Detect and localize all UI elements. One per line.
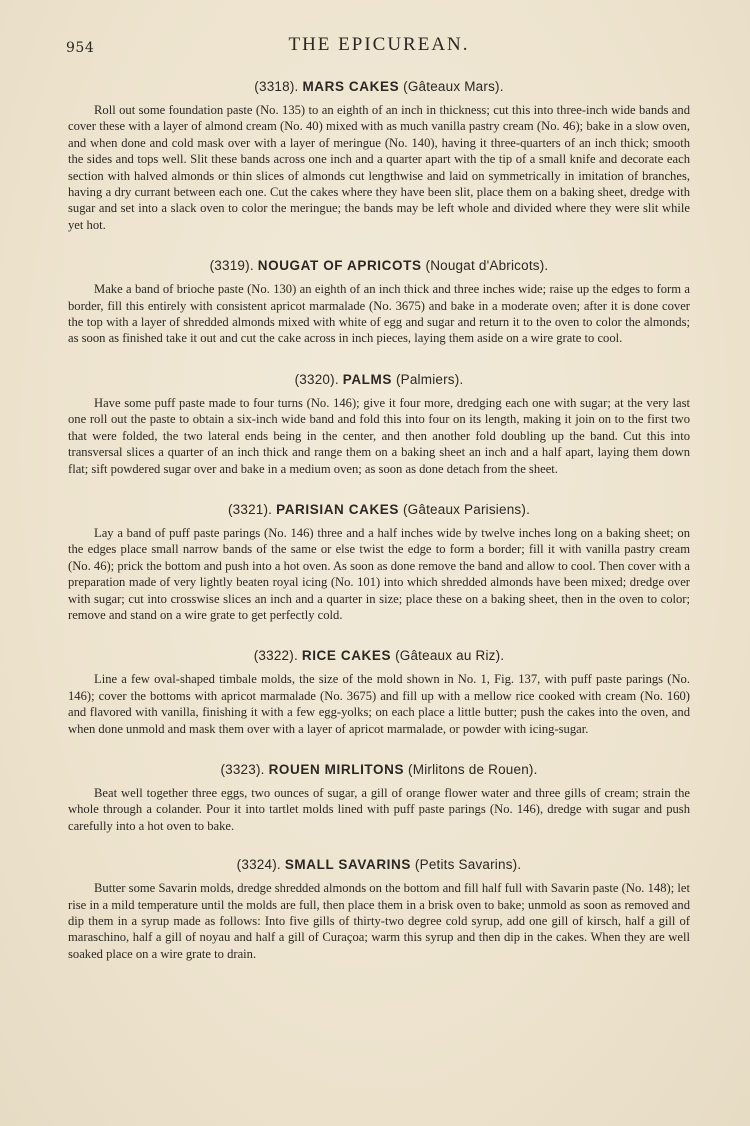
- recipe-3318: [68, 78, 690, 233]
- recipe-3324: [68, 856, 690, 962]
- recipe-number: (3319).: [209, 258, 254, 274]
- recipe-name: NOUGAT OF APRICOTS: [257, 258, 422, 274]
- recipe-title: [68, 371, 690, 389]
- recipe-title: [68, 647, 690, 665]
- recipe-text: Lay a band of puff paste parings (No. 146) three and a half inches wide by twelve inches long on a baking sheet; on the edges place small narrow bands of the same or else twist the edge to form a border; fill it with vanilla pastry cream (No. 46); prick the bottom and push into a hot oven. As soon as done remove the band and allow to cool. Then cover with a preparation made of very lightly beaten royal icing (No. 101) into which shredded almonds have been mixed; dredge over with sugar; cut into crosswise slices an inch and a quarter in size; place these on a baking sheet, then in the oven to color; remove and stand on a wire grate to get perfectly cold.: [68, 525, 690, 622]
- recipe-french-name: (Gâteaux Mars).: [403, 79, 504, 94]
- recipe-number: (3318).: [254, 79, 299, 94]
- recipe-text: Beat well together three eggs, two ounces of sugar, a gill of orange flower water and three gills of cream; strain the whole through a colander. Pour it into tartlet molds lined with puff paste parings (No. 146), dredge with sugar and push carefully into a hot oven to bake.: [68, 785, 690, 833]
- recipe-number: (3324).: [236, 857, 281, 873]
- recipe-number: (3321).: [227, 501, 273, 517]
- recipe-title: [68, 856, 690, 874]
- recipe-number: (3320).: [294, 371, 339, 387]
- recipe-title: [68, 257, 690, 275]
- recipe-3319: [68, 257, 690, 347]
- running-title: THE EPICUREAN.: [288, 34, 470, 55]
- page-number: 954: [66, 40, 95, 56]
- recipe-text: Butter some Savarin molds, dredge shredded almonds on the bottom and fill half full with Savarin paste (No. 148); let rise in a mild temperature until the molds are full, then place them in a brisk oven to bake; unmold as soon as removed and dip them in a syrup made as follows: Into five gills of thirty-two degree cold syrup, add one gill of kirsch, half a gill of maraschino, half a gill of noyau and half a gill of Curaçoa; warm this syrup and then dip in the cakes. When they are well soaked place on a wire grate to drain.: [68, 881, 690, 961]
- recipe-text: Line a few oval-shaped timbale molds, the size of the mold shown in No. 1, Fig. 137, with puff paste parings (No. 146); cover the bottoms with apricot marmalade (No. 3675) and fill up with a mellow rice cooked with cream (No. 160) and flavored with vanilla, finishing it with a few egg-yolks; on each place a little butter; push the cakes into the oven, and when done unmold and mask them over with a layer of apricot marmalade, or powder with icing-sugar.: [68, 672, 690, 736]
- recipe-text: Make a band of brioche paste (No. 130) an eighth of an inch thick and three inches wide; raise up the edges to form a border, fill this entirely with consistent apricot marmalade (No. 3675) and bake in a moderate oven; after it is done cover the top with a layer of shredded almonds mixed with white of egg and sugar and return it to the oven to color the almonds; as soon as finished take it out and cut the cake across in inch pieces, laying them aside on a wire grate to cool.: [68, 282, 690, 346]
- recipe-text: Have some puff paste made to four turns (No. 146); give it four more, dredging each one with sugar; at the very last one roll out the paste to obtain a six-inch wide band and fold this into four on its length, making it join on to the first two that were folded, the two lateral ends being in the center, and then another fold doubling up the band. Cut this into transversal slices a quarter of an inch thick and range them on a baking sheet an inch and a half apart, laying them down flat; sift powdered sugar over and bake in a medium oven; as soon as done detach from the sheet.: [68, 395, 690, 476]
- recipe-text: Roll out some foundation paste (No. 135) to an eighth of an inch in thickness; cut this into three-inch wide bands and cover these with a layer of almond cream (No. 40) mixed with as much vanilla pastry cream (No. 46); bake in a slow oven, and when done and cold mask over with a layer of meringue (No. 140), having it three-quarters of an inch thick; smooth the sides and tops well. Slit these bands across one inch and a quarter apart with the tip of a small knife and decorate each section with halved almonds or thin slices of almonds cut lengthwise and laid on symmetrically in imitation of branches, having a dry currant between each one. Cut the cakes where they have been slit, place them on a baking sheet, dredge with sugar and set into a slack oven to color the meringue; the bands may be left whole and divided where they were slit while yet hot.: [68, 103, 690, 232]
- recipe-french-name: (Palmiers).: [395, 371, 464, 387]
- recipe-name: ROUEN MIRLITONS: [268, 761, 405, 777]
- recipe-french-name: (Nougat d'Abricots).: [425, 258, 549, 274]
- recipe-name: RICE CAKES: [301, 648, 392, 664]
- recipe-name: PALMS: [342, 371, 392, 387]
- recipe-number: (3322).: [253, 648, 298, 664]
- recipe-3322: [68, 647, 690, 737]
- recipe-french-name: (Gâteaux Parisiens).: [402, 501, 531, 517]
- recipe-3321: [68, 501, 690, 623]
- recipe-name: SMALL SAVARINS: [284, 857, 411, 873]
- recipe-title: [68, 78, 690, 96]
- recipe-name: PARISIAN CAKES: [276, 501, 400, 517]
- recipe-french-name: (Gâteaux au Riz).: [395, 648, 505, 664]
- recipe-3323: [68, 761, 690, 834]
- page-header: [68, 34, 690, 62]
- recipe-title: [68, 501, 690, 519]
- recipe-title: [68, 761, 690, 779]
- recipe-number: (3323).: [220, 761, 265, 777]
- recipe-3320: [68, 371, 690, 477]
- recipe-name: MARS CAKES: [302, 79, 400, 94]
- recipe-french-name: (Petits Savarins).: [414, 857, 522, 873]
- recipe-french-name: (Mirlitons de Rouen).: [408, 761, 538, 777]
